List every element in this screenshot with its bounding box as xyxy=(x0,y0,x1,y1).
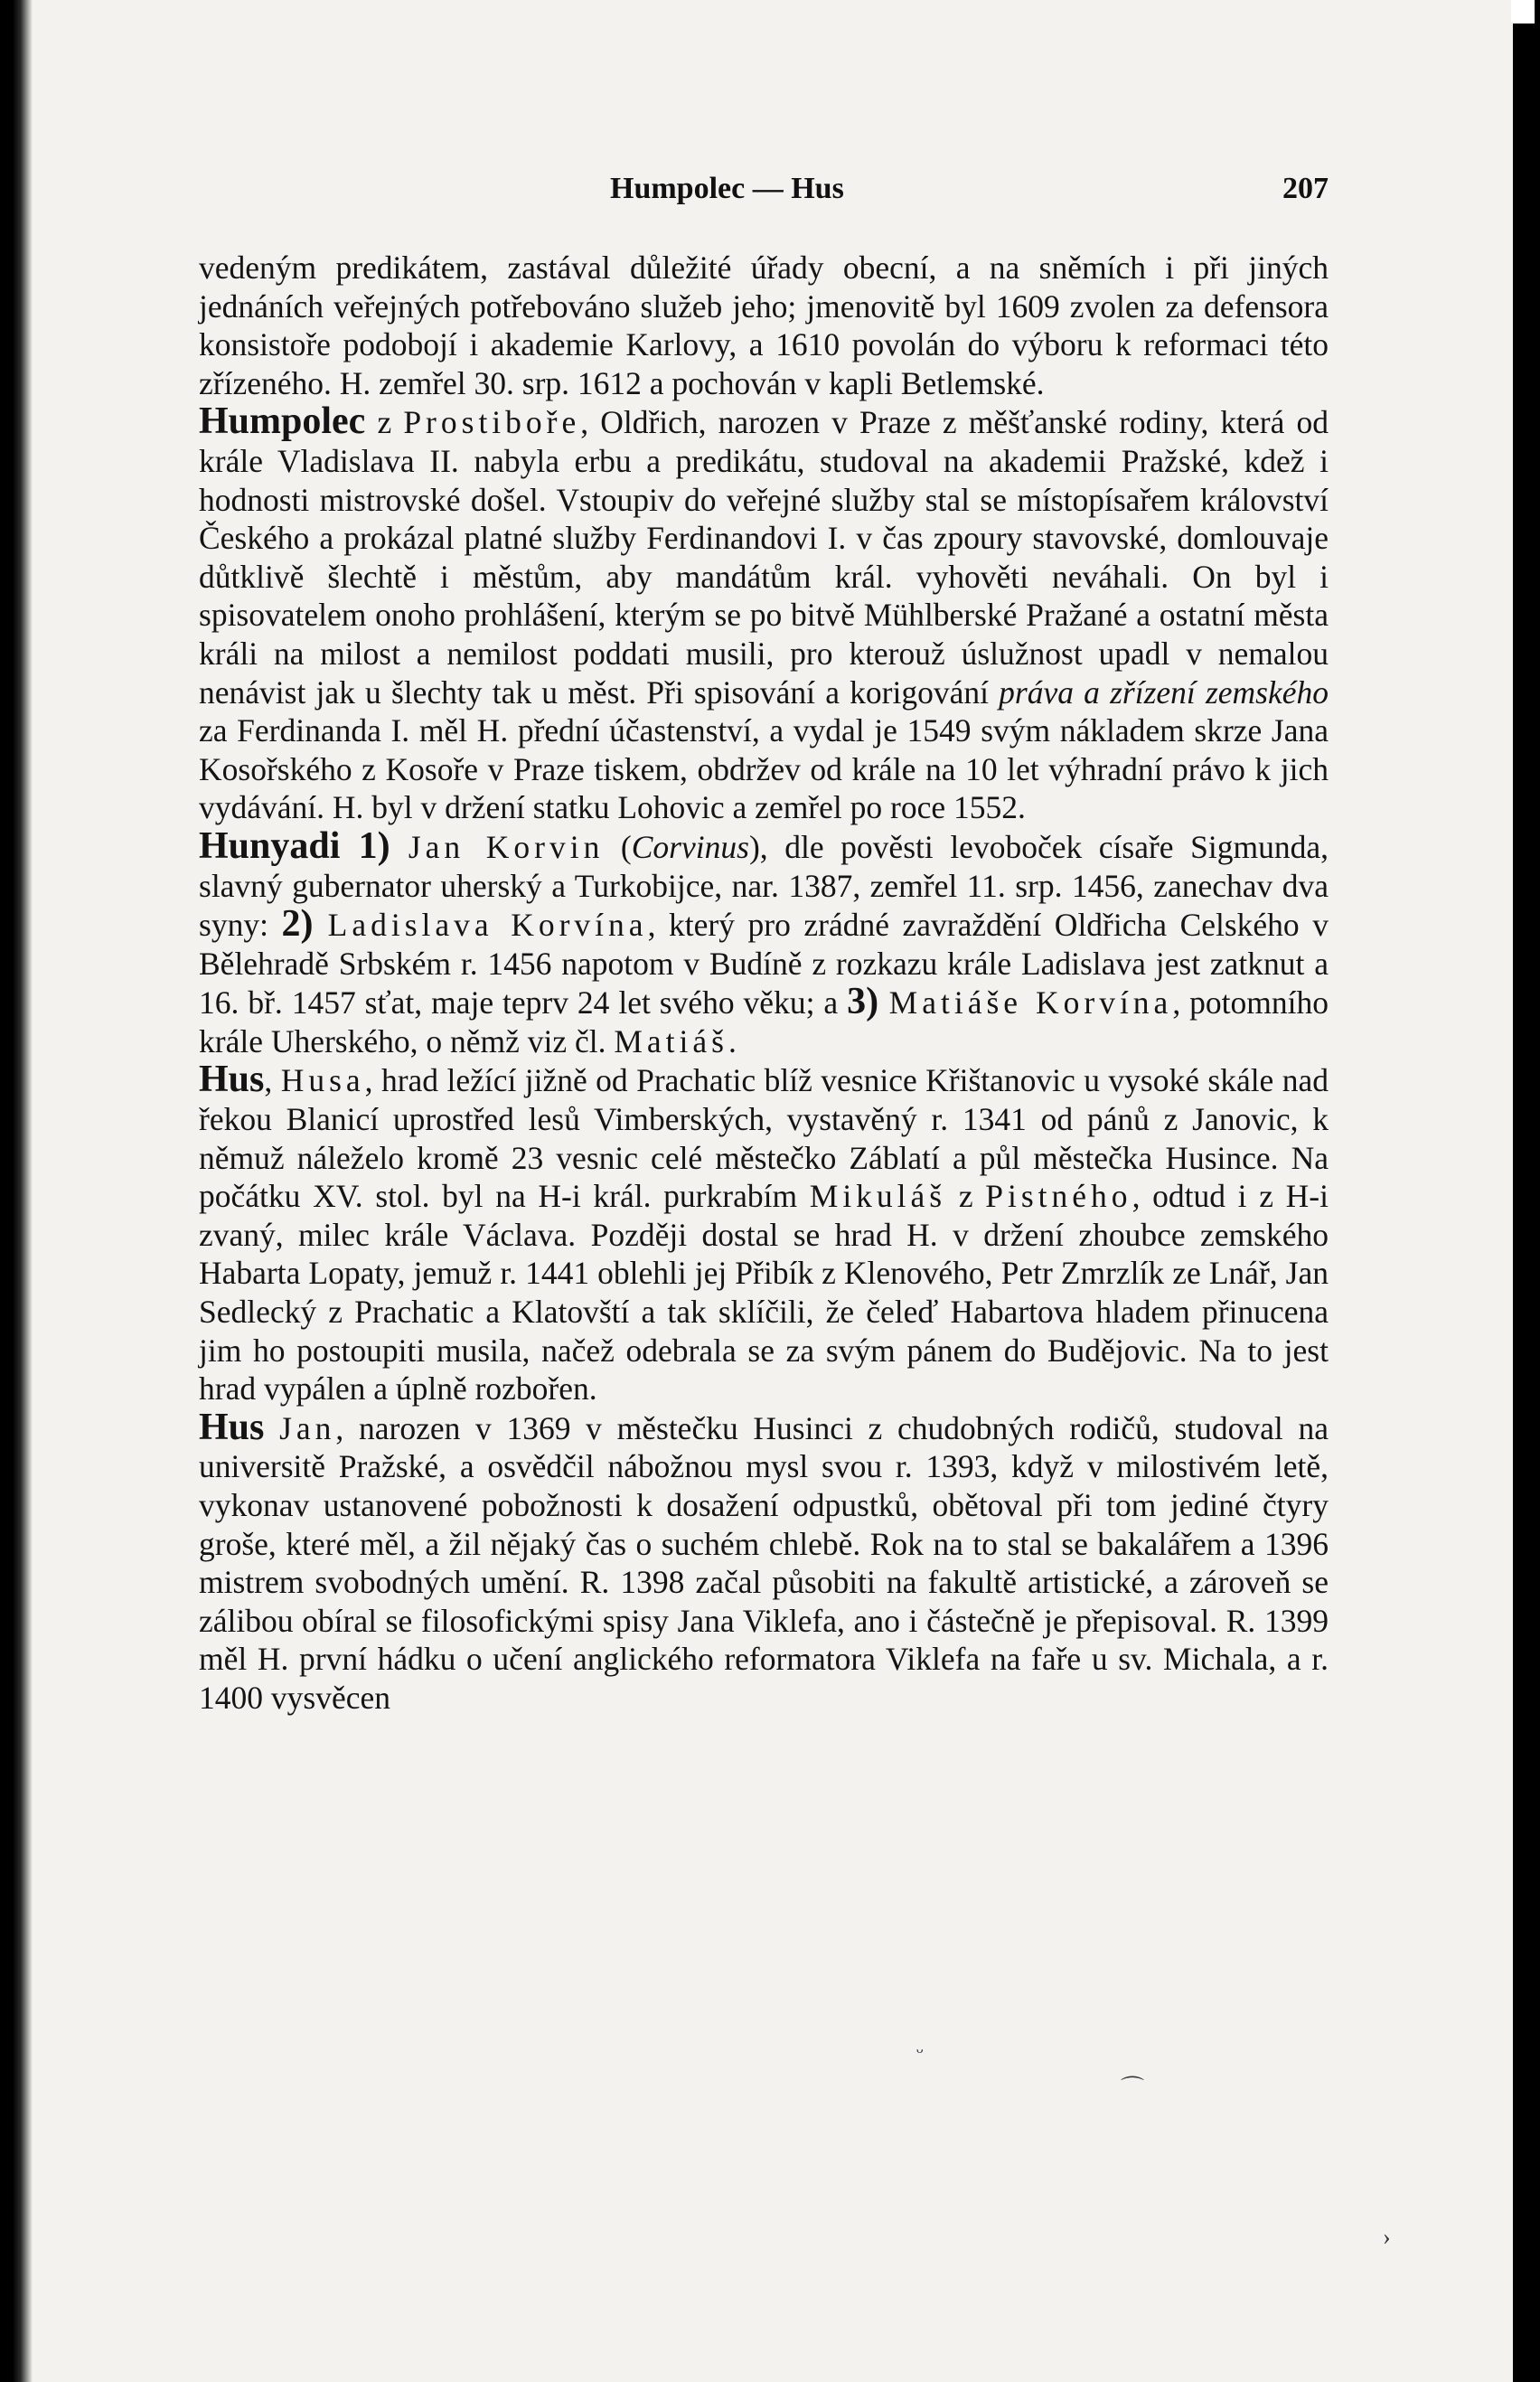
entry-italic-title: práva a zřízení zemského xyxy=(999,673,1329,711)
entry-humpolec xyxy=(199,402,1329,827)
entry-term: Hus xyxy=(199,1406,265,1448)
paragraph-body: vedeným predikátem, zastával důležité úřady obecní, a na sněmích i při jiných jednáních veřejných potřebováno služeb jeho; jmenovitě byl 1609 zvolen za defensora konsistoře podobojí i akademie Karlovy, a 1610 povolán do výboru k reformaci této zřízeného. H. zemřel 30. srp. 1612 a pochován v kapli Betlemské. xyxy=(199,249,1329,401)
entry-term: Humpolec xyxy=(199,400,366,443)
corner-mark xyxy=(1511,0,1535,24)
entry-body: , dle pověsti levoboček císaře Sigmunda, slavný gubernator uherský a Turkobijce, nar. 1387, zemřel 11. srp. 1456, zanechav dva syny: xyxy=(199,828,1329,944)
paragraph-continuation xyxy=(199,249,1329,402)
entry-mid: z xyxy=(946,1178,986,1215)
entry-body: , hrad ležící jižně od Prachatic blíž vesnice Křištanovic u vysoké skále nad řekou Blanicí uprostřed lesů Vimberských, vystavěný r. 1341 od pánů z Janovic, k němuž náleželo kromě 23 vesnic celé městečko Záblatí a půl městečka Husince. Na počátku XV. stol. byl na H-i král. purkrabím xyxy=(199,1062,1329,1215)
stray-mark: ⌒ xyxy=(1121,2076,1145,2102)
entry-hunyadi xyxy=(199,824,1329,1061)
entry-separator: , xyxy=(264,1062,281,1099)
entry-hus-castle xyxy=(199,1060,1329,1408)
entry-name-3: Matiáše Korvína xyxy=(888,984,1173,1022)
entry-number-3: 3) xyxy=(847,981,889,1023)
entry-hus-jan xyxy=(199,1408,1329,1718)
binding-shadow xyxy=(13,0,33,2382)
entry-body: , Oldřich, narozen v Praze z měšťanské rodiny, která od krále Vladislava II. nabyla erbu a predikátu, studoval na akademii Pražské, kdež i hodnosti mistrovské došel. Vstoupiv do veřejné služby stal se místopísařem království Českého a prokázal platné služby Ferdinandovi I. v čas zpoury stavovské, domlouvaje důtklivě šlechtě i městům, aby mandátům král. vyhověti neváhali. On byl i spisovatelem onoho prohlášení, kterým se po bitvě Mühlberské Pražané a ostatní města králi na milost a nemilost poddati musili, pro kterouž úslužnost upadl v nemalou nenávist jak u šlechty tak u měst. Při spisování a korigování xyxy=(199,404,1329,711)
entry-latin-name: Corvinus xyxy=(631,828,749,865)
entry-body-continued: za Ferdinanda I. měl H. přední účastenství, a vydal je 1549 svým nákladem skrze Jana Kosořského z Kosoře v Praze tiskem, obdržev od krále na 10 let výhradní právo k jich vydávání. H. byl v držení statku Lohovic a zemřel po roce 1552. xyxy=(199,712,1329,826)
entry-number-1: 1) xyxy=(340,824,408,867)
entry-name: Husa xyxy=(280,1062,365,1099)
entry-separator: z xyxy=(365,404,404,441)
entry-name-4: Matiáš xyxy=(614,1022,728,1059)
entry-name-2: Mikuláš xyxy=(809,1178,947,1215)
entry-name: Jan xyxy=(279,1409,336,1446)
entry-body-4: . xyxy=(728,1022,737,1059)
paren-open: ( xyxy=(604,828,632,865)
main-text xyxy=(199,249,1329,1718)
stray-mark: ᵕ xyxy=(916,2038,924,2065)
entry-term: Hus xyxy=(199,1059,265,1101)
page-header xyxy=(199,172,1329,215)
paren-close: ) xyxy=(748,828,760,865)
entry-body-2: , který pro zrádné zavraždění Oldřicha Celského v Bělehradě Srbském r. 1456 napotom v Budíně z rozkazu krále Ladislava jest zatknut a 16. bř. 1457 sťat, maje teprv 24 let svého věku; a xyxy=(199,907,1329,1022)
entry-body: , narozen v 1369 v městečku Husinci z chudobných rodičů, studoval na universitě Pražské, a osvědčil nábožnou mysl svou r. 1393, když v milostivém letě, vykonav ustanovené pobožnosti k dosažení odpustků, obětoval při tom jediné čtyry groše, které měl, a žil nějaký čas o suchém chlebě. Rok na to stal se bakalářem a 1396 mistrem svobodných umění. R. 1398 začal působiti na fakultě artistické, a zároveň se zálibou obíral se filosofickými spisy Jana Viklefa, ano i částečně je přepisoval. R. 1399 měl H. první hádku o učení anglického reformatora Viklefa na faře u sv. Michala, a r. 1400 vysvěcen xyxy=(199,1409,1329,1716)
entry-body-2: , odtud i z H-i zvaný, milec krále Václava. Později dostal se hrad H. v držení zhoubce zemského Habarta Lopaty, jemuž r. 1441 oblehli jej Přibík z Klenového, Petr Zmrzlík ze Lnář, Jan Sedlecký z Prachatic a Klatovští a tak sklíčili, že čeleď Habartova hladem přinucena jim ho postoupiti musila, načež odebrala se za svým pánem do Budějovic. Na to jest hrad vypálen a úplně rozbořen. xyxy=(199,1178,1329,1408)
entry-name: Jan Korvin xyxy=(408,828,605,865)
entry-name-3: Pistného xyxy=(985,1178,1132,1215)
entry-term: Hunyadi xyxy=(199,824,341,867)
entry-name-2: Ladislava Korvína xyxy=(327,907,648,944)
stray-mark: › xyxy=(1383,2224,1391,2250)
entry-body-3: , potomního krále Uherského, o němž viz čl. xyxy=(199,984,1329,1059)
entry-separator xyxy=(264,1410,279,1446)
running-head: Humpolec — Hus xyxy=(610,172,844,205)
entry-name: Prostiboře xyxy=(403,404,581,441)
page-number: 207 xyxy=(1282,172,1329,205)
entry-number-2: 2) xyxy=(281,903,328,946)
